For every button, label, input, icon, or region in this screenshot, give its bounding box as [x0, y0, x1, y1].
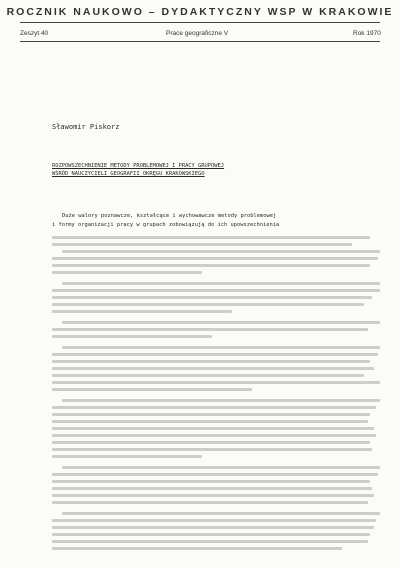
text-line-placeholder [52, 473, 378, 476]
text-line-placeholder [62, 250, 380, 253]
text-line-placeholder [52, 487, 372, 490]
text-line-placeholder [52, 427, 374, 430]
paragraph-line: i formy organizacji pracy w grupach zobowiązują do ich upowszechnienia [52, 221, 280, 228]
text-line-placeholder [52, 455, 202, 458]
text-line-placeholder [52, 381, 380, 384]
article-title-line: ROZPOWSZECHNIENIE METODY PROBLEMOWEJ I PRACY GRUPOWEJ [52, 163, 225, 169]
text-line-placeholder [52, 480, 370, 483]
text-line-placeholder [52, 501, 368, 504]
text-line-placeholder [52, 441, 370, 444]
text-line-placeholder [52, 303, 364, 306]
text-line-placeholder [52, 296, 372, 299]
text-line-placeholder [52, 406, 376, 409]
text-line-placeholder [52, 547, 342, 550]
text-line-placeholder [52, 540, 368, 543]
text-line-placeholder [52, 374, 364, 377]
publication-year: Rok 1970 [353, 30, 381, 37]
text-line-placeholder [52, 328, 368, 331]
text-line-placeholder [62, 466, 380, 469]
text-line-placeholder [52, 236, 370, 239]
text-line-placeholder [52, 271, 202, 274]
text-line-placeholder [62, 512, 380, 515]
text-line-placeholder [52, 264, 370, 267]
text-line-placeholder [52, 519, 376, 522]
paragraph-line: Duże walory poznawcze, kształcące i wychowawcze metody problemowej [62, 213, 277, 219]
first-paragraph [52, 212, 380, 229]
text-line-placeholder [52, 413, 370, 416]
text-line-placeholder [52, 448, 372, 451]
text-line-placeholder [52, 243, 352, 246]
text-line-placeholder [52, 526, 374, 529]
text-line-placeholder [52, 257, 378, 260]
series-name: Prace geograficzne V [166, 30, 229, 37]
text-line-placeholder [62, 282, 380, 285]
text-line-placeholder [62, 399, 380, 402]
text-line-placeholder [52, 335, 212, 338]
text-line-placeholder [62, 346, 380, 349]
text-line-placeholder [52, 420, 368, 423]
article-title-line: WŚRÓD NAUCZYCIELI GEOGRAFII OKRĘGU KRAKOWSKIEGO [52, 171, 205, 177]
text-line-placeholder [52, 434, 376, 437]
text-line-placeholder [62, 321, 380, 324]
text-line-placeholder [52, 388, 252, 391]
issue-number: Zeszyt 40 [20, 30, 49, 37]
text-line-placeholder [52, 360, 370, 363]
text-line-placeholder [52, 367, 374, 370]
journal-title: ROCZNIK NAUKOWO – DYDAKTYCZNY WSP W KRAKOWIE [6, 6, 394, 18]
text-line-placeholder [52, 289, 380, 292]
text-line-placeholder [52, 533, 370, 536]
text-line-placeholder [52, 353, 378, 356]
header-rule-top [20, 22, 380, 23]
article-author: Sławomir Piskorz [52, 123, 120, 131]
header-rule-bottom [20, 41, 380, 42]
text-line-placeholder [52, 310, 232, 313]
text-line-placeholder [52, 494, 374, 497]
